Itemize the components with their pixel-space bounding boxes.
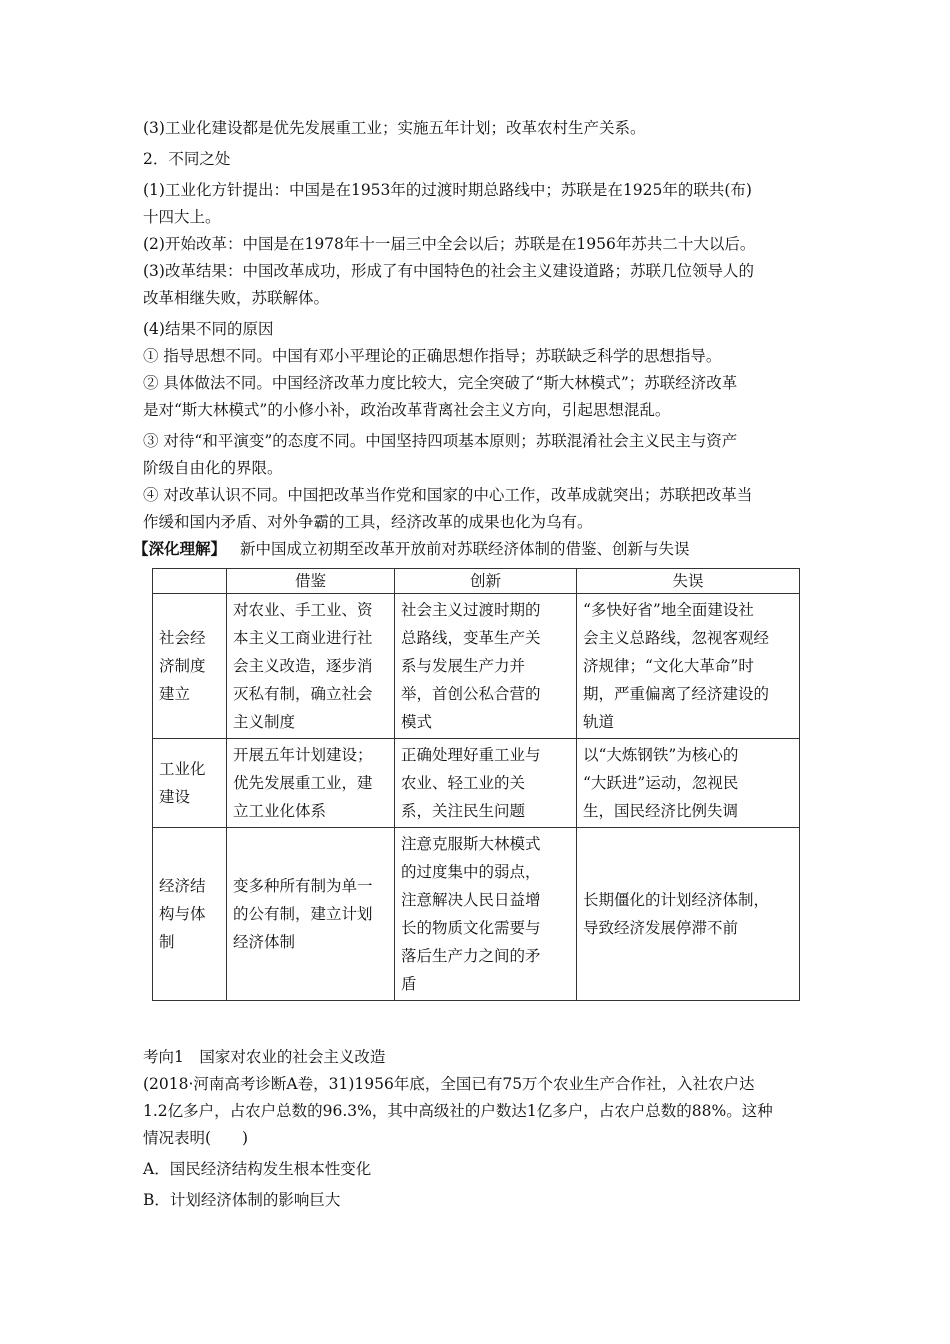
- header-cell-mistake: 失误: [577, 569, 800, 594]
- comparison-table: [152, 568, 800, 1001]
- header-cell-empty: [153, 569, 227, 594]
- answer-option-b: B．计划经济体制的影响巨大: [143, 1191, 341, 1209]
- text-line: ① 指导思想不同。中国有邓小平理论的正确思想作指导；苏联缺乏科学的思想指导。: [143, 347, 722, 365]
- header-cell-borrow: 借鉴: [227, 569, 395, 594]
- row-label-cell: 经济结 构与体 制: [153, 828, 227, 1001]
- table-row: [153, 739, 800, 828]
- deepen-label: 【深化理解】: [133, 539, 227, 558]
- text-line: (3)工业化建设都是优先发展重工业；实施五年计划；改革农村生产关系。: [143, 119, 646, 137]
- innovate-cell: 正确处理好重工业与 农业、轻工业的关 系，关注民生问题: [395, 739, 577, 828]
- table-row: [153, 594, 800, 739]
- answer-option-a: A．国民经济结构发生根本性变化: [143, 1160, 372, 1178]
- question-heading: 考向1 国家对农业的社会主义改造: [143, 1048, 386, 1066]
- mistake-cell: 长期僵化的计划经济体制， 导致经济发展停滞不前: [577, 828, 800, 1001]
- mistake-cell: 以“大炼钢铁”为核心的 “大跃进”运动，忽视民 生，国民经济比例失调: [577, 739, 800, 828]
- row-label-cell: 社会经 济制度 建立: [153, 594, 227, 739]
- text-line: ③ 对待“和平演变”的态度不同。中国坚持四项基本原则；苏联混淆社会主义民主与资产: [143, 432, 738, 450]
- text-line: (4)结果不同的原因: [143, 320, 274, 338]
- text-line: (3)改革结果：中国改革成功，形成了有中国特色的社会主义建设道路；苏联几位领导人的: [143, 262, 754, 280]
- question-stem-line: 1.2亿多户，占农户总数的96.3%，其中高级社的户数达1亿多户，占农户总数的88%。这种: [143, 1102, 773, 1120]
- text-line: (1)工业化方针提出：中国是在1953年的过渡时期总路线中；苏联是在1925年的联共(布): [143, 181, 752, 199]
- row-label-cell: 工业化 建设: [153, 739, 227, 828]
- table-row: [153, 828, 800, 1001]
- question-stem-line: (2018·河南高考诊断A卷，31)1956年底，全国已有75万个农业生产合作社，入社农户达: [143, 1075, 755, 1093]
- innovate-cell: 注意克服斯大林模式 的过度集中的弱点， 注意解决人民日益增 长的物质文化需要与 落后生产力之间的矛 盾: [395, 828, 577, 1001]
- text-line: (2)开始改革：中国是在1978年十一届三中全会以后；苏联是在1956年苏共二十大以后。: [143, 235, 756, 253]
- text-line: 改革相继失败，苏联解体。: [143, 289, 330, 307]
- text-line: 作缓和国内矛盾、对外争霸的工具，经济改革的成果也化为乌有。: [143, 513, 593, 531]
- text-line: ② 具体做法不同。中国经济改革力度比较大，完全突破了“斯大林模式”；苏联经济改革: [143, 374, 738, 392]
- text-line: 阶级自由化的界限。: [143, 459, 283, 477]
- deepen-heading: [133, 539, 813, 559]
- table-header-row: [153, 569, 800, 594]
- borrow-cell: 对农业、手工业、资 本主义工商业进行社 会主义改造，逐步消 灭私有制，确立社会 主义制度: [227, 594, 395, 739]
- mistake-cell: “多快好省”地全面建设社 会主义总路线，忽视客观经 济规律；“文化大革命”时 期，严重偏离了经济建设的 轨道: [577, 594, 800, 739]
- text-line: 十四大上。: [143, 208, 221, 226]
- borrow-cell: 开展五年计划建设； 优先发展重工业，建 立工业化体系: [227, 739, 395, 828]
- deepen-title: 新中国成立初期至改革开放前对苏联经济体制的借鉴、创新与失误: [240, 540, 690, 558]
- text-line: 是对“斯大林模式”的小修小补，政治改革背离社会主义方向，引起思想混乱。: [143, 401, 671, 419]
- innovate-cell: 社会主义过渡时期的 总路线，变革生产关 系与发展生产力并 举，首创公私合营的 模式: [395, 594, 577, 739]
- section-heading: 2．不同之处: [143, 150, 231, 168]
- borrow-cell: 变多种所有制为单一 的公有制，建立计划 经济体制: [227, 828, 395, 1001]
- question-stem-line: 情况表明( ): [143, 1129, 249, 1147]
- text-line: ④ 对改革认识不同。中国把改革当作党和国家的中心工作，改革成就突出；苏联把改革当: [143, 486, 753, 504]
- header-cell-innovate: 创新: [395, 569, 577, 594]
